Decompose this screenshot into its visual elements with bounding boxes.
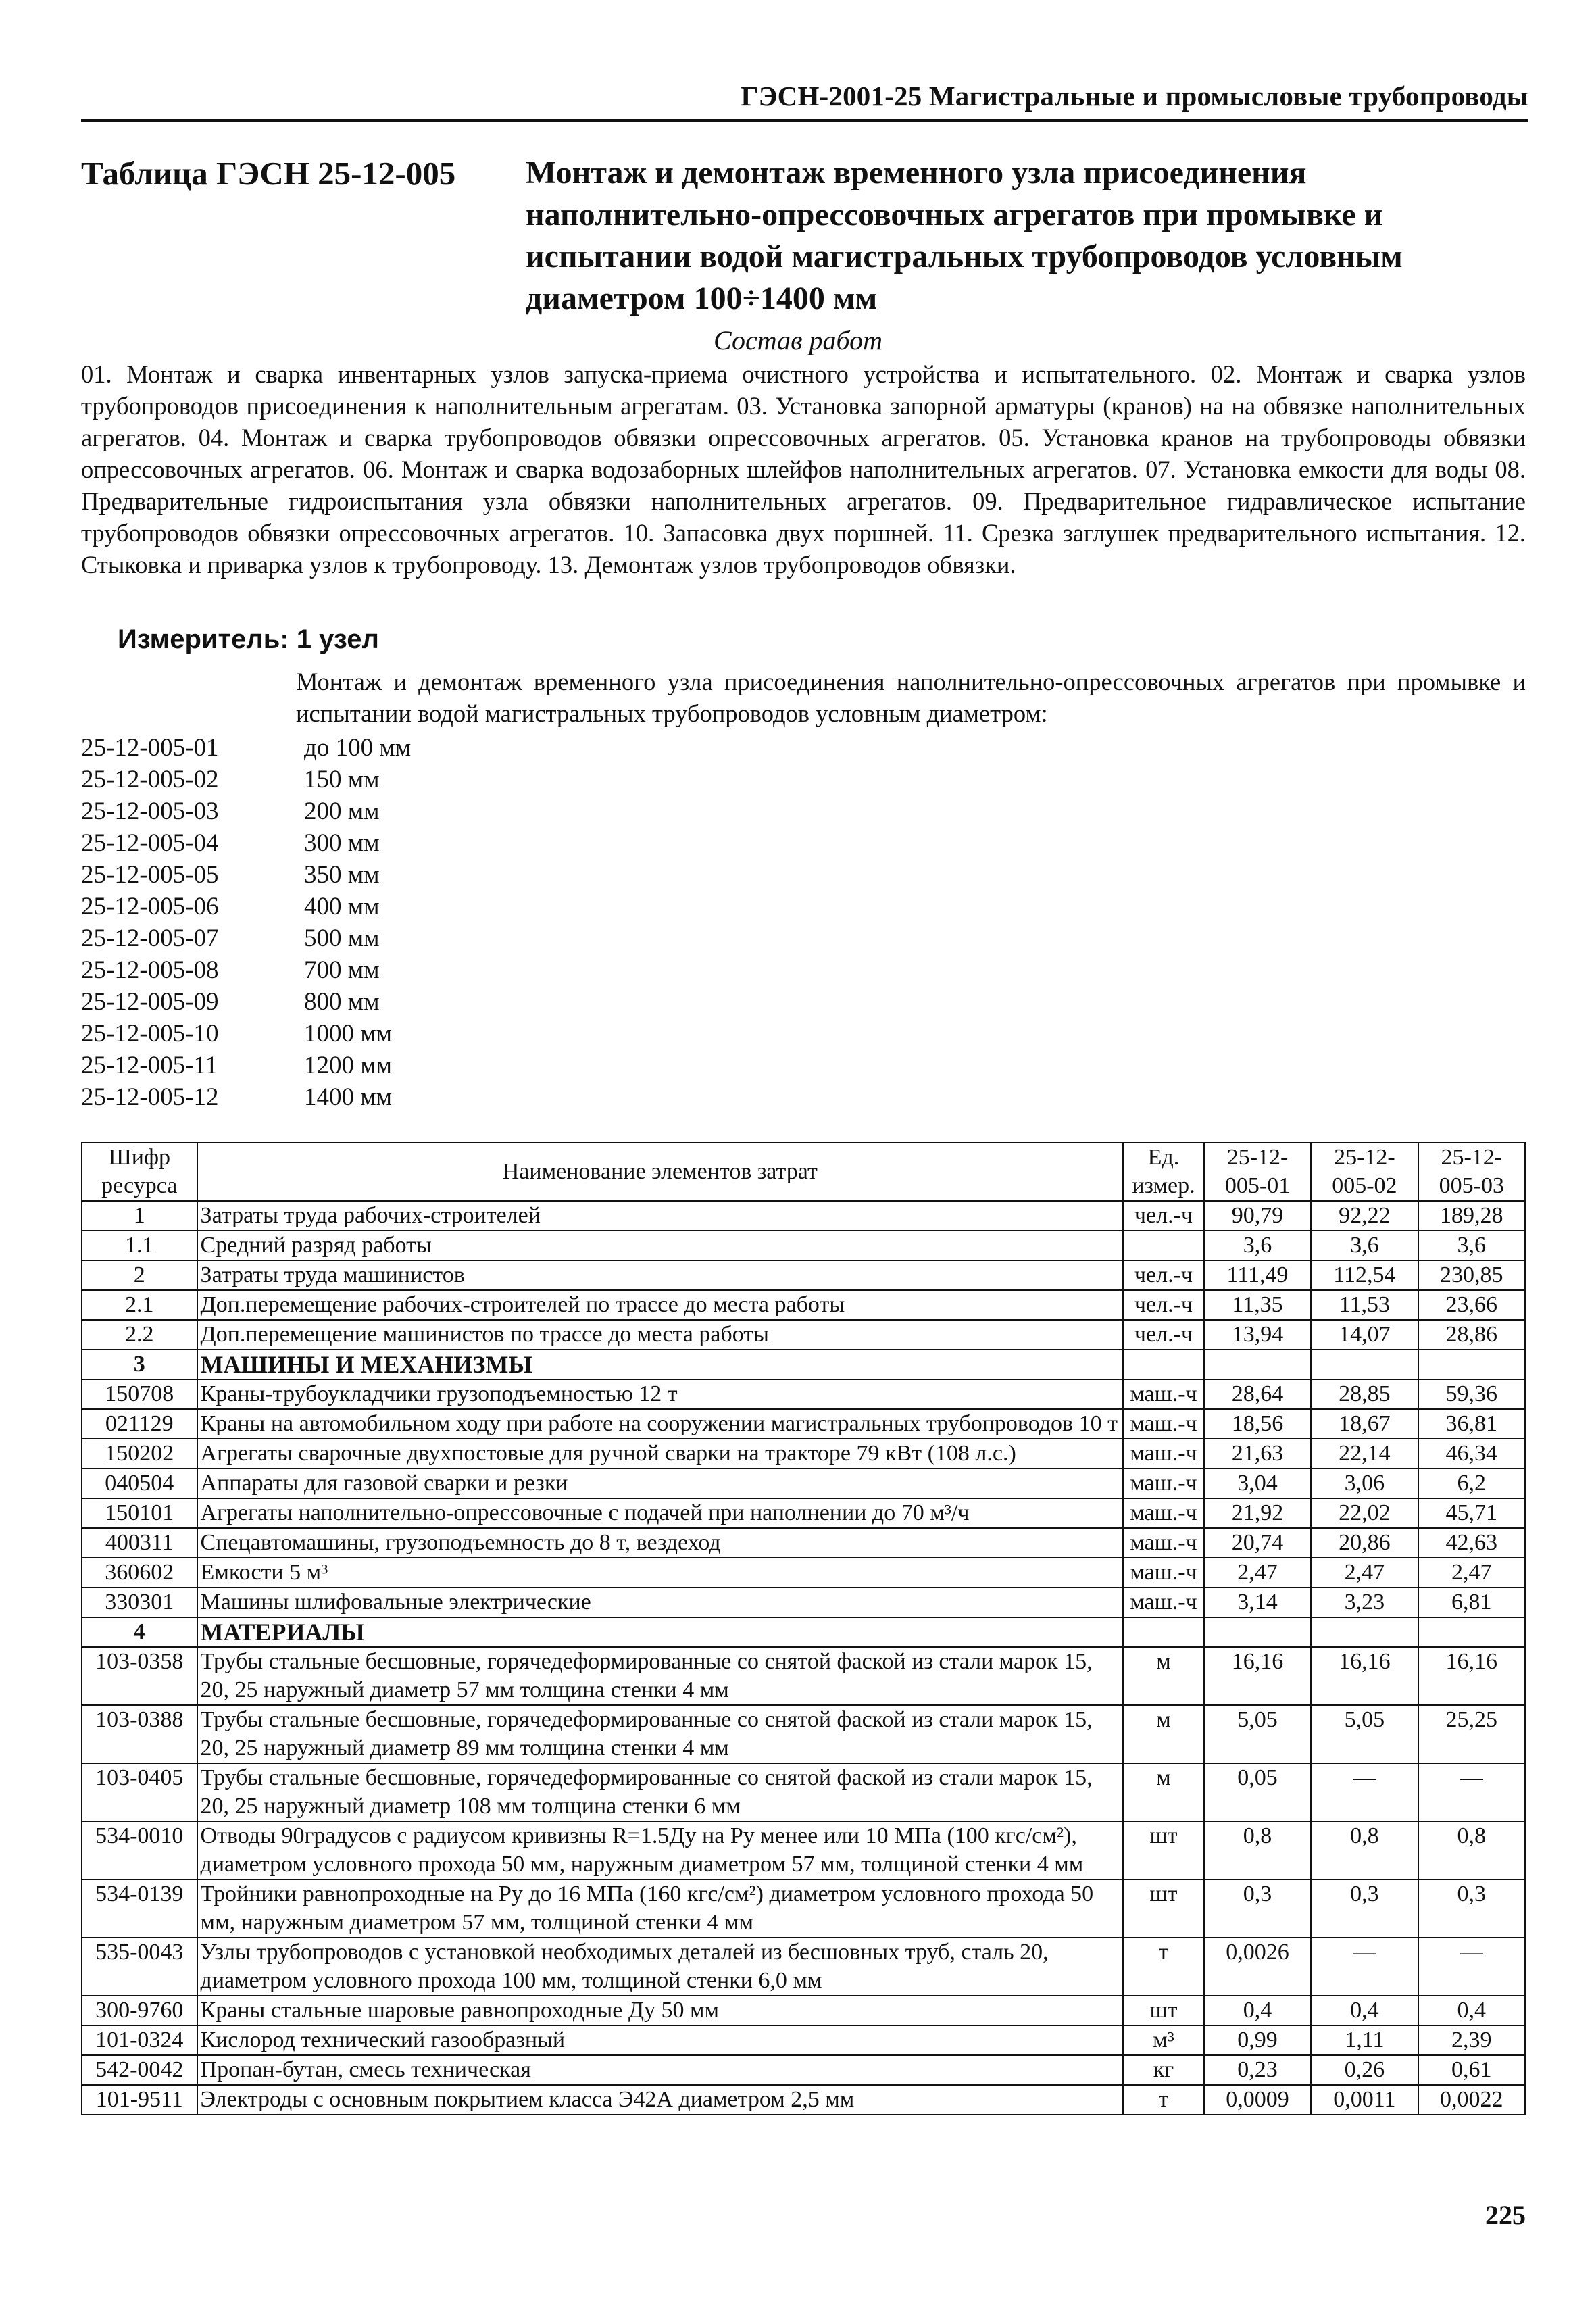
value-cell: 16,16 [1311,1647,1418,1705]
table-row [82,2025,1525,2055]
unit-cell: чел.-ч [1123,1320,1204,1350]
value-cell: 28,64 [1204,1379,1311,1409]
value-cell: 0,3 [1418,1879,1525,1938]
table-row [82,1231,1525,1260]
value-cell: 92,22 [1311,1201,1418,1231]
value-cell: 16,16 [1418,1647,1525,1705]
table-row [82,1469,1525,1498]
value-cell: 0,4 [1311,1996,1418,2025]
value-cell: 0,3 [1204,1879,1311,1938]
table-row [82,1821,1525,1879]
value-cell: 3,6 [1311,1231,1418,1260]
unit-cell [1123,1350,1204,1379]
codes-list [81,732,689,1113]
table-title: Монтаж и демонтаж временного узла присоединения наполнительно-опрессовочных агрегатов при промывке и испытании водой магистральных трубопроводов условным диаметром 100÷1400 мм [526,155,1403,316]
value-cell [1311,1350,1418,1379]
value-cell: 0,8 [1418,1821,1525,1879]
value-cell: 0,0011 [1311,2085,1418,2115]
cost-element-name: Доп.перемещение рабочих-строителей по трассе до места работы [197,1290,1124,1320]
resource-code: 360602 [82,1558,197,1587]
value-cell: 45,71 [1418,1498,1525,1528]
header-name: Наименование элементов затрат [197,1143,1124,1201]
code-row [81,827,689,859]
value-cell: 22,14 [1311,1439,1418,1469]
resource-code: 534-0010 [82,1821,197,1879]
code-row [81,795,689,827]
code-id: 25-12-005-11 [81,1052,218,1079]
resource-code: 103-0388 [82,1705,197,1763]
resource-code: 3 [82,1350,197,1379]
table-section-row [82,1617,1525,1647]
cost-element-name: Отводы 90градусов с радиусом кривизны R=1.5Ду на Ру менее или 10 МПа (100 кгс/см²), диаметром условного прохода 50 мм, наружным диаметром 57 мм, толщиной стенки 4 мм [197,1821,1124,1879]
unit-cell: т [1123,1938,1204,1996]
unit-cell: м³ [1123,2025,1204,2055]
value-cell: 0,05 [1204,1763,1311,1821]
cost-element-name: Краны-трубоукладчики грузоподъемностью 12 т [197,1379,1124,1409]
header-rule [81,119,1528,122]
cost-element-name: Доп.перемещение машинистов по трассе до места работы [197,1320,1124,1350]
resource-code: 103-0405 [82,1763,197,1821]
code-diameter: 800 мм [304,988,380,1016]
code-diameter: 1200 мм [304,1052,393,1079]
code-diameter: 700 мм [304,956,380,984]
code-id: 25-12-005-09 [81,988,219,1016]
code-id: 25-12-005-12 [81,1083,219,1111]
cost-element-name: Аппараты для газовой сварки и резки [197,1469,1124,1498]
cost-element-name: Машины шлифовальные электрические [197,1587,1124,1617]
value-cell [1204,1617,1311,1647]
cost-element-name: Краны стальные шаровые равнопроходные Ду 50 мм [197,1996,1124,2025]
value-cell: — [1418,1938,1525,1996]
code-diameter: 1000 мм [304,1020,393,1048]
composition-text: 01. Монтаж и сварка инвентарных узлов запуска-приема очистного устройства и испытательного. 02. Монтаж и сварка узлов трубопроводов присоединения к наполнительным агрегатам. 03. Установка запорной арматуры (кранов) на на обвязке наполнительных агрегатов. 04. Монтаж и сварка трубопроводов обвязки опрессовочных агрегатов. 05. Установка кранов на трубопроводы обвязки опрессовочных агрегатов. 06. Монтаж и сварка водозаборных шлейфов наполнительных агрегатов. 07. Установка емкости для воды 08. Предварительные гидроиспытания узла обвязки наполнительных агрегатов. 09. Предварительное гидравлическое испытание трубопроводов обвязки опрессовочных агрегатов. 10. Запасовка двух поршней. 11. Срезка заглушек предварительного испытания. 12. Стыковка и приварка узлов к трубопроводу. 13. Демонтаж узлов трубопроводов обвязки. [81,360,1526,578]
value-cell: 0,0026 [1204,1938,1311,1996]
cost-element-name: Кислород технический газообразный [197,2025,1124,2055]
header-col-2: 25-12-005-02 [1311,1143,1418,1201]
code-row [81,954,689,986]
cost-element-name: Средний разряд работы [197,1231,1124,1260]
cost-element-name: Краны на автомобильном ходу при работе на сооружении магистральных трубопроводов 10 т [197,1409,1124,1439]
code-row [81,1050,689,1081]
page-number: 225 [1485,2200,1526,2230]
value-cell: 111,49 [1204,1260,1311,1290]
value-cell: 16,16 [1204,1647,1311,1705]
table-row [82,1290,1525,1320]
value-cell: 20,74 [1204,1528,1311,1558]
code-id: 25-12-005-10 [81,1020,219,1048]
header-col-1: 25-12-005-01 [1204,1143,1311,1201]
unit-cell: чел.-ч [1123,1290,1204,1320]
cost-element-name: Электроды с основным покрытием класса Э42А диаметром 2,5 мм [197,2085,1124,2115]
value-cell: 90,79 [1204,1201,1311,1231]
value-cell: 6,2 [1418,1469,1525,1498]
code-diameter: 200 мм [304,797,380,825]
table-row [82,1498,1525,1528]
resource-code: 542-0042 [82,2055,197,2085]
table-header-row [82,1143,1525,1201]
value-cell: 21,63 [1204,1439,1311,1469]
value-cell: 28,85 [1311,1379,1418,1409]
header-unit: Ед. измер. [1123,1143,1204,1201]
value-cell: 46,34 [1418,1439,1525,1469]
value-cell: 0,99 [1204,2025,1311,2055]
value-cell [1418,1350,1525,1379]
resource-code: 101-9511 [82,2085,197,2115]
value-cell: 1,11 [1311,2025,1418,2055]
value-cell: 3,04 [1204,1469,1311,1498]
table-row [82,1705,1525,1763]
cost-element-name: МАТЕРИАЛЫ [197,1617,1124,1647]
value-cell: 6,81 [1418,1587,1525,1617]
cost-element-name: МАШИНЫ И МЕХАНИЗМЫ [197,1350,1124,1379]
value-cell: 20,86 [1311,1528,1418,1558]
cost-element-name: Затраты труда рабочих-строителей [197,1201,1124,1231]
value-cell: 0,26 [1311,2055,1418,2085]
table-row [82,1763,1525,1821]
costs-table [81,1142,1526,2115]
table-section-row [82,1350,1525,1379]
code-id: 25-12-005-03 [81,797,219,825]
value-cell: 14,07 [1311,1320,1418,1350]
unit-cell: шт [1123,1996,1204,2025]
table-row [82,1409,1525,1439]
unit-cell: маш.-ч [1123,1558,1204,1587]
table-row [82,1558,1525,1587]
table-row [82,1879,1525,1938]
code-row [81,986,689,1018]
value-cell: 0,8 [1311,1821,1418,1879]
value-cell: 18,56 [1204,1409,1311,1439]
table-row [82,1647,1525,1705]
resource-code: 534-0139 [82,1879,197,1938]
unit-cell: м [1123,1705,1204,1763]
value-cell: 3,6 [1418,1231,1525,1260]
resource-code: 400311 [82,1528,197,1558]
codes-intro: Монтаж и демонтаж временного узла присоединения наполнительно-опрессовочных агрегатов при промывке и испытании водой магистральных трубопроводов условным диаметром: [296,668,1526,727]
unit-cell [1123,1617,1204,1647]
code-row [81,764,689,795]
value-cell: 13,94 [1204,1320,1311,1350]
table-row [82,1201,1525,1231]
value-cell: 0,4 [1418,1996,1525,2025]
code-id: 25-12-005-02 [81,766,219,793]
value-cell: — [1311,1938,1418,1996]
value-cell: 0,8 [1204,1821,1311,1879]
unit-cell: кг [1123,2055,1204,2085]
resource-code: 040504 [82,1469,197,1498]
code-diameter: 350 мм [304,861,380,889]
unit-cell [1123,1231,1204,1260]
unit-cell: маш.-ч [1123,1439,1204,1469]
resource-code: 300-9760 [82,1996,197,2025]
resource-code: 1.1 [82,1231,197,1260]
value-cell: 2,47 [1311,1558,1418,1587]
value-cell: 28,86 [1418,1320,1525,1350]
code-row [81,732,689,764]
code-diameter: 500 мм [304,925,380,952]
value-cell: — [1311,1763,1418,1821]
value-cell: 18,67 [1311,1409,1418,1439]
unit-cell: т [1123,2085,1204,2115]
cost-element-name: Пропан-бутан, смесь техническая [197,2055,1124,2085]
costs-body [82,1201,1525,2115]
cost-element-name: Агрегаты сварочные двухпостовые для ручной сварки на тракторе 79 кВт (108 л.с.) [197,1439,1124,1469]
unit-cell: м [1123,1763,1204,1821]
resource-code: 101-0324 [82,2025,197,2055]
value-cell: 2,47 [1204,1558,1311,1587]
code-diameter: 300 мм [304,829,380,857]
code-diameter: 150 мм [304,766,380,793]
value-cell: 36,81 [1418,1409,1525,1439]
table-code: Таблица ГЭСН 25-12-005 [81,155,456,192]
unit-cell: чел.-ч [1123,1260,1204,1290]
code-row [81,922,689,954]
code-id: 25-12-005-08 [81,956,219,984]
value-cell: 2,39 [1418,2025,1525,2055]
value-cell: 3,14 [1204,1587,1311,1617]
resource-code: 4 [82,1617,197,1647]
value-cell: 2,47 [1418,1558,1525,1587]
header-col-3: 25-12-005-03 [1418,1143,1525,1201]
value-cell: 0,3 [1311,1879,1418,1938]
table-row [82,1260,1525,1290]
unit-cell: м [1123,1647,1204,1705]
code-id: 25-12-005-04 [81,829,219,857]
value-cell: 25,25 [1418,1705,1525,1763]
resource-code: 330301 [82,1587,197,1617]
table-row [82,2055,1525,2085]
cost-element-name: Спецавтомашины, грузоподъемность до 8 т, вездеход [197,1528,1124,1558]
resource-code: 150202 [82,1439,197,1469]
code-id: 25-12-005-01 [81,734,219,762]
value-cell: 21,92 [1204,1498,1311,1528]
code-row [81,891,689,922]
resource-code: 150708 [82,1379,197,1409]
unit-cell: шт [1123,1821,1204,1879]
value-cell: 112,54 [1311,1260,1418,1290]
resource-code: 103-0358 [82,1647,197,1705]
unit-cell: шт [1123,1879,1204,1938]
value-cell [1418,1617,1525,1647]
table-row [82,1587,1525,1617]
unit-cell: маш.-ч [1123,1409,1204,1439]
value-cell: 5,05 [1204,1705,1311,1763]
value-cell: 189,28 [1418,1201,1525,1231]
value-cell: 0,61 [1418,2055,1525,2085]
value-cell: 23,66 [1418,1290,1525,1320]
table-row [82,1320,1525,1350]
value-cell: 42,63 [1418,1528,1525,1558]
table-row [82,1379,1525,1409]
value-cell: 0,23 [1204,2055,1311,2085]
cost-element-name: Трубы стальные бесшовные, горячедеформированные со снятой фаской из стали марок 15, 20, 25 наружный диаметр 57 мм толщина стенки 4 мм [197,1647,1124,1705]
value-cell: — [1418,1763,1525,1821]
running-header: ГЭСН-2001-25 Магистральные и промысловые трубопроводы [741,80,1528,112]
value-cell: 0,4 [1204,1996,1311,2025]
code-row [81,859,689,891]
composition-heading: Состав работ [714,325,882,355]
resource-code: 1 [82,1201,197,1231]
code-row [81,1018,689,1050]
code-id: 25-12-005-05 [81,861,219,889]
cost-element-name: Трубы стальные бесшовные, горячедеформированные со снятой фаской из стали марок 15, 20, 25 наружный диаметр 89 мм толщина стенки 4 мм [197,1705,1124,1763]
table-row [82,1439,1525,1469]
cost-element-name: Затраты труда машинистов [197,1260,1124,1290]
unit-cell: чел.-ч [1123,1201,1204,1231]
code-diameter: 1400 мм [304,1083,393,1111]
unit-cell: маш.-ч [1123,1498,1204,1528]
value-cell: 59,36 [1418,1379,1525,1409]
unit-cell: маш.-ч [1123,1587,1204,1617]
value-cell [1204,1350,1311,1379]
code-id: 25-12-005-07 [81,925,219,952]
table-row [82,1528,1525,1558]
code-id: 25-12-005-06 [81,893,219,920]
cost-element-name: Агрегаты наполнительно-опрессовочные с подачей при наполнении до 70 м³/ч [197,1498,1124,1528]
cost-element-name: Емкости 5 м³ [197,1558,1124,1587]
code-row [81,1081,689,1113]
value-cell: 0,0022 [1418,2085,1525,2115]
table-row [82,2085,1525,2115]
value-cell: 3,06 [1311,1469,1418,1498]
header-code: Шифр ресурса [82,1143,197,1201]
value-cell: 3,6 [1204,1231,1311,1260]
value-cell: 230,85 [1418,1260,1525,1290]
unit-cell: маш.-ч [1123,1379,1204,1409]
value-cell: 3,23 [1311,1587,1418,1617]
resource-code: 535-0043 [82,1938,197,1996]
unit-cell: маш.-ч [1123,1528,1204,1558]
resource-code: 2.2 [82,1320,197,1350]
table-row [82,1938,1525,1996]
resource-code: 021129 [82,1409,197,1439]
value-cell: 11,53 [1311,1290,1418,1320]
resource-code: 150101 [82,1498,197,1528]
value-cell: 11,35 [1204,1290,1311,1320]
code-diameter: до 100 мм [304,734,412,762]
cost-element-name: Трубы стальные бесшовные, горячедеформированные со снятой фаской из стали марок 15, 20, 25 наружный диаметр 108 мм толщина стенки 6 мм [197,1763,1124,1821]
cost-element-name: Тройники равнопроходные на Ру до 16 МПа (160 кгс/см²) диаметром условного прохода 50 мм, наружным диаметром 57 мм, толщиной стенки 4 мм [197,1879,1124,1938]
resource-code: 2.1 [82,1290,197,1320]
value-cell: 5,05 [1311,1705,1418,1763]
value-cell: 0,0009 [1204,2085,1311,2115]
meter-label: Измеритель: 1 узел [118,624,379,654]
unit-cell: маш.-ч [1123,1469,1204,1498]
code-diameter: 400 мм [304,893,380,920]
table-row [82,1996,1525,2025]
value-cell [1311,1617,1418,1647]
cost-element-name: Узлы трубопроводов с установкой необходимых деталей из бесшовных труб, сталь 20, диаметром условного прохода 100 мм, толщиной стенки 6,0 мм [197,1938,1124,1996]
value-cell: 22,02 [1311,1498,1418,1528]
resource-code: 2 [82,1260,197,1290]
